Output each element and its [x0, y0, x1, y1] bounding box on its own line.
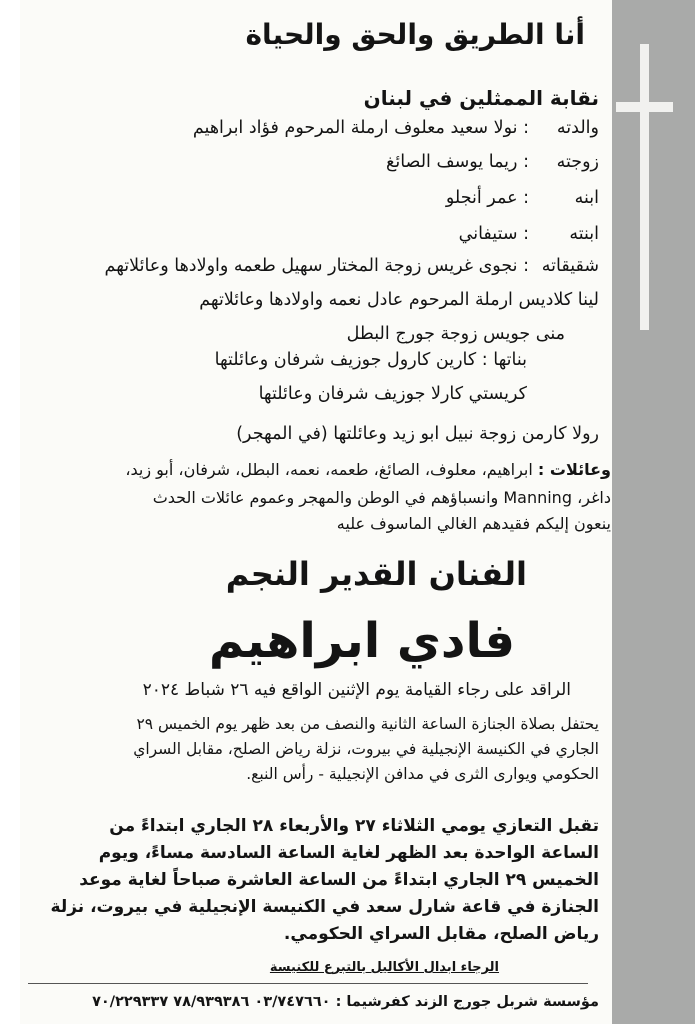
families-line — [125, 460, 611, 479]
daughters-line — [215, 350, 527, 370]
funeral-line: الجاري في الكنيسة الإنجيلية في بيروت، نزلة رياض الصلح، مقابل السراي — [133, 740, 599, 758]
families-label: وعائلات : — [537, 460, 611, 479]
relative-separator: : — [523, 152, 529, 172]
relative-sisters — [105, 256, 599, 276]
side-bar — [612, 0, 695, 1024]
daughter-line: كريستي كارلا جوزيف شرفان وعائلتها — [258, 384, 527, 404]
daughter-line: رولا كارمن زوجة نبيل ابو زيد وعائلتها (في المهجر) — [236, 424, 599, 444]
relative-son — [446, 188, 599, 208]
verse-heading: أنا الطريق والحق والحياة — [245, 18, 585, 51]
condolences-line: الساعة الواحدة بعد الظهر لغاية الساعة السادسة مساءً، ويوم — [98, 843, 599, 863]
deceased-date-line: الراقد على رجاء القيامة يوم الإثنين الواقع فيه ٢٦ شباط ٢٠٢٤ — [142, 680, 571, 700]
funeral-line: الحكومي ويوارى الثرى في مدافن الإنجيلية - رأس النبع. — [246, 765, 599, 783]
relative-separator: : — [523, 224, 529, 244]
undertaker-footer: مؤسسة شربل جورج الزند كفرشيما : ٠٣/٧٤٧٦٦٠ ٧٨/٩٣٩٣٨٦ ٧٠/٢٢٩٣٣٧ — [92, 994, 599, 1010]
families-text: ابراهيم، معلوف، الصائغ، طعمه، نعمه، البطل، شرفان، أبو زيد، — [125, 460, 533, 479]
relative-label: والدته — [556, 118, 599, 138]
daughters-label: بناتها : — [481, 350, 527, 370]
relative-label: زوجته — [556, 152, 599, 172]
cross-vertical-beam — [640, 44, 649, 330]
relative-separator: : — [523, 256, 529, 276]
relative-label: ابنه — [574, 188, 599, 208]
relative-separator: : — [523, 188, 529, 208]
footer-divider — [28, 983, 588, 984]
relative-daughter — [459, 224, 599, 244]
artist-title: الفنان القدير النجم — [225, 555, 527, 593]
families-line: ينعون إليكم فقيدهم الغالي الماسوف عليه — [336, 514, 611, 533]
families-line: داغر، Manning وانسباؤهم في الوطن والمهجر وعموم عائلات الحدث — [152, 488, 611, 507]
condolences-line: الخميس ٢٩ الجاري ابتداءً من الساعة العاشرة صباحاً لغاية موعد — [79, 870, 599, 890]
condolences-line: تقبل التعازي يومي الثلاثاء ٢٧ والأربعاء ٢٨ الجاري ابتداءً من — [109, 816, 599, 836]
relative-label: ابنته — [569, 224, 599, 244]
sister-line: منى جويس زوجة جورج البطل — [346, 324, 565, 344]
deceased-name: فادي ابراهيم — [208, 613, 515, 669]
cross-horizontal-beam — [616, 102, 673, 112]
funeral-line: يحتفل بصلاة الجنازة الساعة الثانية والنصف من بعد ظهر يوم الخميس ٢٩ — [136, 715, 599, 733]
relative-text: نجوى غريس زوجة المختار سهيل طعمه واولادها وعائلاتهم — [104, 256, 518, 276]
relative-mother — [193, 118, 599, 138]
relative-text: ستيفاني — [458, 224, 518, 244]
relative-text: عمر أنجلو — [445, 188, 518, 208]
syndicate-name: نقابة الممثلين في لبنان — [363, 86, 599, 110]
relative-label: شقيقاته — [541, 256, 599, 276]
daughter-text: كارين كارول جوزيف شرفان وعائلتها — [214, 350, 477, 370]
sister-line: لينا كلاديس ارملة المرحوم عادل نعمه واولادها وعائلاتهم — [199, 290, 599, 310]
flowers-note: الرجاء ابدال الأكاليل بالتبرع للكنيسة — [269, 960, 499, 975]
condolences-line: رياض الصلح، مقابل السراي الحكومي. — [283, 924, 599, 944]
relative-text: نولا سعيد معلوف ارملة المرحوم فؤاد ابراهيم — [192, 118, 518, 138]
relative-text: ريما يوسف الصائغ — [386, 152, 518, 172]
condolences-line: الجنازة في قاعة شارل سعد في الكنيسة الإنجيلية في بيروت، نزلة — [50, 897, 599, 917]
relative-separator: : — [523, 118, 529, 138]
relative-wife — [386, 152, 599, 172]
